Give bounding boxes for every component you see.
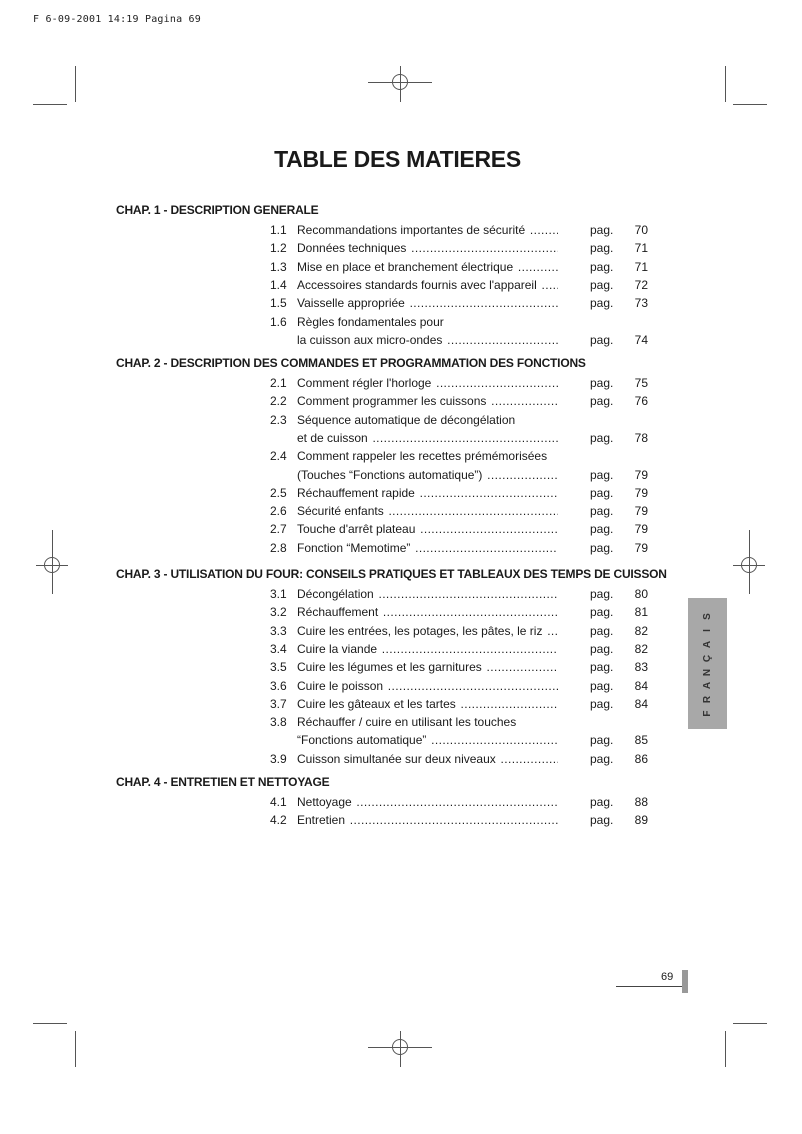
entry-label-text: Cuire les gâteaux et les tartes	[297, 696, 456, 711]
pag-label: pag.	[590, 660, 614, 675]
entry-label-text: Réchauffer / cuire en utilisant les touches	[297, 715, 517, 730]
entry-number: 2.6	[270, 504, 287, 519]
entry-page: 76	[634, 394, 648, 409]
entry-label	[297, 221, 558, 239]
toc-entry	[270, 484, 648, 502]
chapter-heading: CHAP. 3 - UTILISATION DU FOUR: CONSEILS PRATIQUES ET TABLEAUX DES TEMPS DE CUISSON	[116, 567, 667, 581]
page-number-bar	[682, 970, 688, 993]
entry-label	[297, 429, 558, 447]
toc-entry	[270, 447, 648, 465]
toc-entry	[270, 276, 648, 294]
entry-page: 86	[634, 751, 648, 766]
entry-label-text: Cuire le poisson	[297, 678, 384, 693]
entry-label-text: “Fonctions automatique”	[297, 733, 427, 748]
pag-label: pag.	[590, 623, 614, 638]
pag-label: pag.	[590, 277, 614, 292]
entry-page: 84	[634, 678, 648, 693]
entry-label-text: Réchauffement rapide	[297, 485, 415, 500]
entry-number: 3.5	[270, 660, 287, 675]
entry-label-text: Accessoires standards fournis avec l'appareil	[297, 277, 537, 292]
entry-page: 88	[634, 795, 648, 809]
toc-entry-continuation	[270, 429, 648, 447]
entry-page: 75	[634, 376, 648, 390]
entry-page: 83	[634, 660, 648, 675]
toc-entry	[270, 640, 648, 658]
entry-number: 2.3	[270, 412, 287, 427]
entry-label-text: Comment programmer les cuissons	[297, 394, 487, 409]
pag-label: pag.	[590, 751, 614, 766]
entry-label	[297, 622, 558, 640]
entry-page: 85	[634, 733, 648, 748]
chapter-heading: CHAP. 4 - ENTRETIEN ET NETTOYAGE	[116, 775, 330, 789]
entry-number: 3.1	[270, 587, 287, 601]
entry-label	[297, 658, 558, 676]
entry-label	[297, 640, 558, 658]
pag-label: pag.	[590, 641, 614, 656]
pag-label: pag.	[590, 223, 614, 237]
entry-label	[297, 750, 558, 768]
entry-page: 79	[634, 485, 648, 500]
toc-entry	[270, 313, 648, 331]
pag-label: pag.	[590, 733, 614, 748]
page-title: TABLE DES MATIERES	[274, 146, 521, 172]
entry-label-text: Fonction “Memotime”	[297, 540, 411, 555]
toc-entry	[270, 374, 648, 392]
entry-number: 1.3	[270, 259, 287, 274]
entry-number: 4.2	[270, 813, 287, 828]
entry-label	[297, 447, 558, 465]
entry-page: 78	[634, 430, 648, 445]
entry-page: 84	[634, 696, 648, 711]
pag-label: pag.	[590, 241, 614, 256]
entry-number: 2.5	[270, 485, 287, 500]
entry-label	[297, 677, 558, 695]
entry-label	[297, 713, 558, 731]
side-tab-letter: S	[702, 613, 713, 621]
entry-label	[297, 484, 558, 502]
entry-number: 2.7	[270, 522, 287, 537]
toc-entry	[270, 539, 648, 557]
pag-label: pag.	[590, 485, 614, 500]
entry-label-text: Cuisson simultanée sur deux niveaux	[297, 751, 496, 766]
entry-label-text: Séquence automatique de décongélation	[297, 412, 516, 427]
page-number-rule	[616, 986, 682, 987]
entry-number: 2.2	[270, 394, 287, 409]
entry-label-text: Données techniques	[297, 241, 407, 256]
entry-number: 1.2	[270, 241, 287, 256]
entry-label-text: Sécurité enfants	[297, 504, 384, 519]
entry-number: 3.4	[270, 641, 287, 656]
entry-label-text: Cuire les entrées, les potages, les pâtes, le riz	[297, 623, 543, 638]
pag-label: pag.	[590, 678, 614, 693]
side-tab-letter: F	[702, 710, 713, 717]
entry-label-text: Cuire la viande	[297, 641, 378, 656]
toc-entry-continuation	[270, 466, 648, 484]
entry-number: 3.2	[270, 605, 287, 620]
toc-entry	[270, 221, 648, 239]
entry-label	[297, 276, 558, 294]
side-tab-letter: R	[702, 696, 713, 704]
chapter-heading: CHAP. 2 - DESCRIPTION DES COMMANDES ET PROGRAMMATION DES FONCTIONS	[116, 356, 586, 370]
toc-entry	[270, 811, 648, 829]
pag-label: pag.	[590, 504, 614, 519]
toc-entry	[270, 695, 648, 713]
toc-entry	[270, 294, 648, 312]
entry-number: 2.8	[270, 540, 287, 555]
entry-page: 80	[634, 587, 648, 601]
entry-label-text: Comment régler l'horloge	[297, 376, 432, 390]
entry-number: 3.3	[270, 623, 287, 638]
toc-entry-continuation	[270, 731, 648, 749]
entry-label-text: Réchauffement	[297, 605, 379, 620]
pag-label: pag.	[590, 332, 614, 347]
pag-label: pag.	[590, 587, 614, 601]
entry-number: 3.7	[270, 696, 287, 711]
entry-label	[297, 374, 558, 392]
entry-label-text: Comment rappeler les recettes prémémorisées	[297, 449, 548, 464]
entry-number: 3.6	[270, 678, 287, 693]
toc-entry	[270, 392, 648, 410]
entry-label-text: la cuisson aux micro-ondes	[297, 332, 443, 347]
entry-label-text: Décongélation	[297, 587, 374, 601]
entry-page: 81	[634, 605, 648, 620]
entry-label	[297, 603, 558, 621]
entry-number: 4.1	[270, 795, 287, 809]
pag-label: pag.	[590, 467, 614, 482]
toc-entry	[270, 622, 648, 640]
entry-label	[297, 411, 558, 429]
toc-entry	[270, 411, 648, 429]
entry-page: 79	[634, 522, 648, 537]
side-tab-letter: A	[702, 640, 713, 649]
entry-page: 79	[634, 467, 648, 482]
entry-label	[297, 258, 558, 276]
entry-label	[297, 502, 558, 520]
print-stamp: F 6-09-2001 14:19 Pagina 69	[33, 14, 201, 25]
entry-page: 71	[634, 241, 648, 256]
entry-page: 74	[634, 332, 648, 347]
entry-label-text: Entretien	[297, 813, 346, 828]
entry-label-text: (Touches “Fonctions automatique”)	[297, 467, 483, 482]
toc-entry	[270, 603, 648, 621]
entry-page: 82	[634, 641, 648, 656]
chapter-heading: CHAP. 1 - DESCRIPTION GENERALE	[116, 203, 319, 217]
entry-label-text: Vaisselle appropriée	[297, 296, 405, 311]
entry-label	[297, 520, 558, 538]
entry-label-text: et de cuisson	[297, 430, 368, 445]
pag-label: pag.	[590, 394, 614, 409]
side-tab-letter: I	[702, 629, 713, 633]
side-tab-letter: A	[702, 682, 713, 690]
entry-label	[297, 392, 558, 410]
entry-label-text: Mise en place et branchement électrique	[297, 259, 514, 274]
toc-entry	[270, 502, 648, 520]
entry-label	[297, 539, 558, 557]
entry-number: 3.8	[270, 715, 287, 730]
entry-number: 1.6	[270, 314, 287, 329]
entry-label	[297, 793, 558, 811]
toc-entry	[270, 585, 648, 603]
entry-label-text: Recommandations importantes de sécurité	[297, 223, 526, 237]
entry-label	[297, 585, 558, 603]
entry-number: 1.1	[270, 223, 287, 237]
toc-entry	[270, 239, 648, 257]
entry-page: 70	[634, 223, 648, 237]
entry-label-text: Cuire les légumes et les garnitures	[297, 660, 482, 675]
entry-label-text: Règles fondamentales pour	[297, 314, 444, 329]
entry-label-text: Touche d'arrêt plateau	[297, 522, 416, 537]
pag-label: pag.	[590, 522, 614, 537]
pag-label: pag.	[590, 296, 614, 311]
entry-label	[297, 331, 558, 349]
toc-entry	[270, 750, 648, 768]
pag-label: pag.	[590, 376, 614, 390]
entry-number: 2.4	[270, 449, 287, 464]
toc-entry	[270, 658, 648, 676]
pag-label: pag.	[590, 795, 614, 809]
pag-label: pag.	[590, 540, 614, 555]
entry-page: 71	[634, 259, 648, 274]
toc-entry	[270, 258, 648, 276]
entry-number: 3.9	[270, 751, 287, 766]
side-tab-letter: N	[702, 668, 713, 676]
language-tab	[688, 598, 727, 729]
entry-number: 1.5	[270, 296, 287, 311]
entry-label	[297, 313, 558, 331]
toc-entry-continuation	[270, 331, 648, 349]
entry-label	[297, 695, 558, 713]
pag-label: pag.	[590, 259, 614, 274]
entry-page: 82	[634, 623, 648, 638]
pag-label: pag.	[590, 605, 614, 620]
entry-number: 2.1	[270, 376, 287, 390]
toc-entry	[270, 793, 648, 811]
pag-label: pag.	[590, 430, 614, 445]
toc-entry	[270, 520, 648, 538]
entry-number: 1.4	[270, 277, 287, 292]
entry-label	[297, 811, 558, 829]
page-number: 69	[661, 971, 674, 983]
entry-label-text: Nettoyage	[297, 795, 352, 809]
entry-page: 89	[634, 813, 648, 828]
entry-page: 73	[634, 296, 648, 311]
entry-page: 72	[634, 277, 648, 292]
entry-label	[297, 731, 558, 749]
entry-page: 79	[634, 504, 648, 519]
entry-label	[297, 239, 558, 257]
pag-label: pag.	[590, 696, 614, 711]
toc-entry	[270, 677, 648, 695]
toc-entry	[270, 713, 648, 731]
pag-label: pag.	[590, 813, 614, 828]
entry-page: 79	[634, 540, 648, 555]
side-tab-letter: Ç	[702, 654, 713, 662]
entry-label	[297, 294, 558, 312]
entry-label	[297, 466, 558, 484]
